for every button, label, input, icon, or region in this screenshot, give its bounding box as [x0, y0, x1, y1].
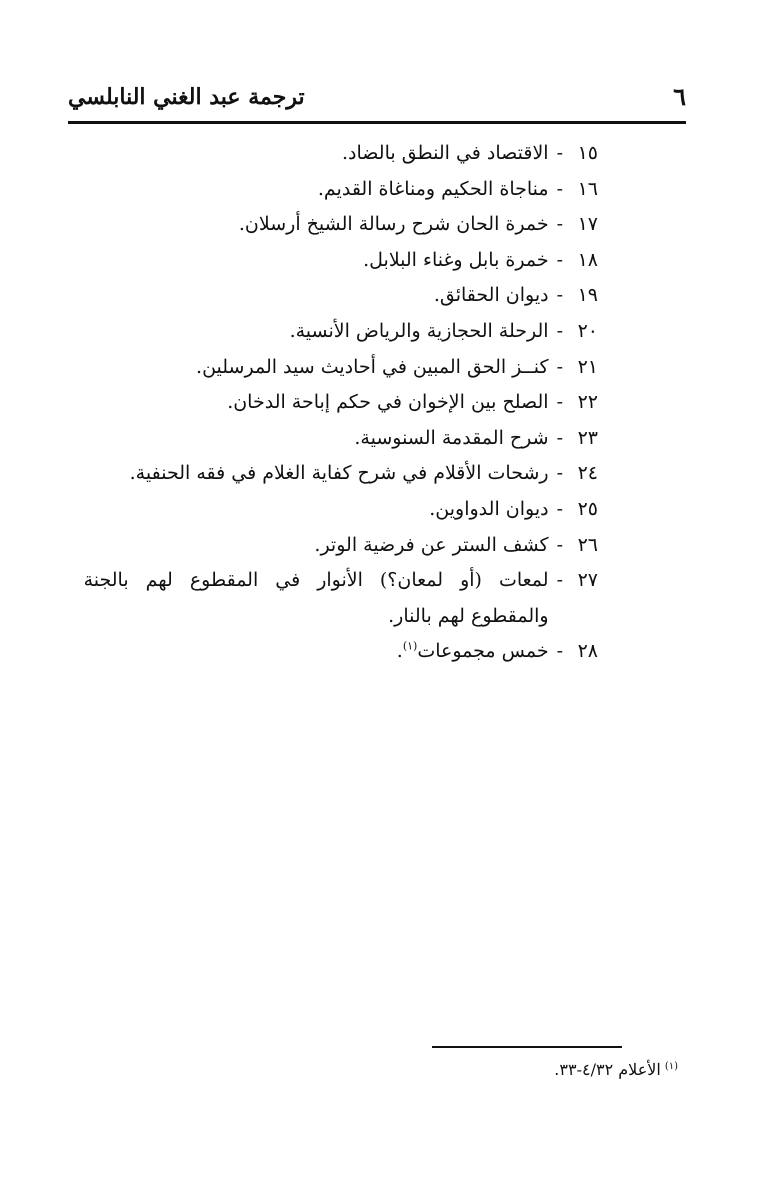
item-number: ١٩ — [577, 284, 598, 307]
item-title: كشف الستر عن فرضية الوتر. — [314, 533, 549, 556]
item-dash: - — [556, 426, 563, 449]
list-item — [68, 385, 598, 421]
list-item — [68, 528, 598, 564]
list-item — [68, 421, 598, 457]
item-number: ٢٣ — [577, 426, 598, 449]
footnote-reference[interactable]: (١) — [402, 639, 418, 653]
item-dash: - — [556, 355, 563, 378]
item-dash: - — [556, 284, 563, 307]
list-item — [68, 207, 598, 243]
item-title: الصلح بين الإخوان في حكم إباحة الدخان. — [227, 391, 549, 414]
item-title: الرحلة الحجازية والرياض الأنسية. — [289, 319, 549, 342]
running-title: ترجمة عبد الغني النابلسي — [68, 84, 305, 110]
item-dash: - — [556, 213, 563, 236]
item-title-wrap — [397, 634, 549, 670]
item-number: ٢٥ — [577, 497, 598, 520]
item-dash: - — [556, 319, 563, 342]
item-dash: - — [556, 177, 563, 200]
item-dash: - — [556, 533, 563, 556]
item-title: خمرة بابل وغناء البلابل. — [363, 248, 549, 271]
item-number: ١٨ — [577, 248, 598, 271]
page-number: ٦ — [673, 82, 686, 111]
item-number: ١٧ — [577, 213, 598, 236]
item-number: ٢٢ — [577, 391, 598, 414]
list-item — [68, 243, 598, 279]
item-number: ٢١ — [577, 355, 598, 378]
item-title: شرح المقدمة السنوسية. — [354, 426, 549, 449]
list-item — [68, 634, 598, 670]
footnote-rule — [432, 1046, 622, 1048]
item-title: ديوان الحقائق. — [433, 284, 549, 307]
list-item — [68, 563, 598, 634]
item-dash: - — [556, 569, 563, 592]
item-dash: - — [556, 391, 563, 414]
list-item — [68, 456, 598, 492]
item-title: لمعات (أو لمعان؟) الأنوار في المقطوع لهم بالجنة والمقطوع لهم بالنار. — [83, 569, 549, 627]
item-number: ٢٨ — [577, 640, 598, 663]
item-dash: - — [556, 640, 563, 663]
footnote — [554, 1058, 678, 1082]
page-header — [68, 82, 686, 122]
item-number: ٢٧ — [577, 569, 598, 592]
works-list — [68, 136, 598, 670]
item-dash: - — [556, 142, 563, 164]
item-title: كنــز الحق المبين في أحاديث سيد المرسلين. — [196, 355, 549, 378]
item-dash: - — [556, 497, 563, 520]
item-number: ١٦ — [577, 177, 598, 200]
footnote-marker: (١) — [664, 1060, 678, 1072]
footnote-text: الأعلام ٤/٣٢-٣٣. — [554, 1060, 661, 1079]
item-title: ديوان الدواوين. — [429, 497, 549, 520]
header-rule — [68, 121, 686, 124]
item-number: ٢٦ — [577, 533, 598, 556]
item-title: مناجاة الحكيم ومناغاة القديم. — [317, 177, 549, 200]
item-end-punct: . — [396, 640, 403, 663]
item-number: ٢٠ — [577, 319, 598, 342]
list-item — [68, 314, 598, 350]
item-number: ٢٤ — [577, 462, 598, 485]
item-dash: - — [556, 248, 563, 271]
list-item — [68, 172, 598, 208]
list-item — [68, 136, 598, 172]
list-item — [68, 492, 598, 528]
item-title: خمرة الحان شرح رسالة الشيخ أرسلان. — [238, 213, 549, 236]
item-title: الاقتصاد في النطق بالضاد. — [342, 142, 549, 164]
item-dash: - — [556, 462, 563, 485]
item-title: خمس مجموعات — [417, 640, 549, 663]
list-item — [68, 350, 598, 386]
item-title: رشحات الأقلام في شرح كفاية الغلام في فقه الحنفية. — [129, 462, 549, 485]
list-item — [68, 278, 598, 314]
item-number: ١٥ — [577, 142, 598, 164]
